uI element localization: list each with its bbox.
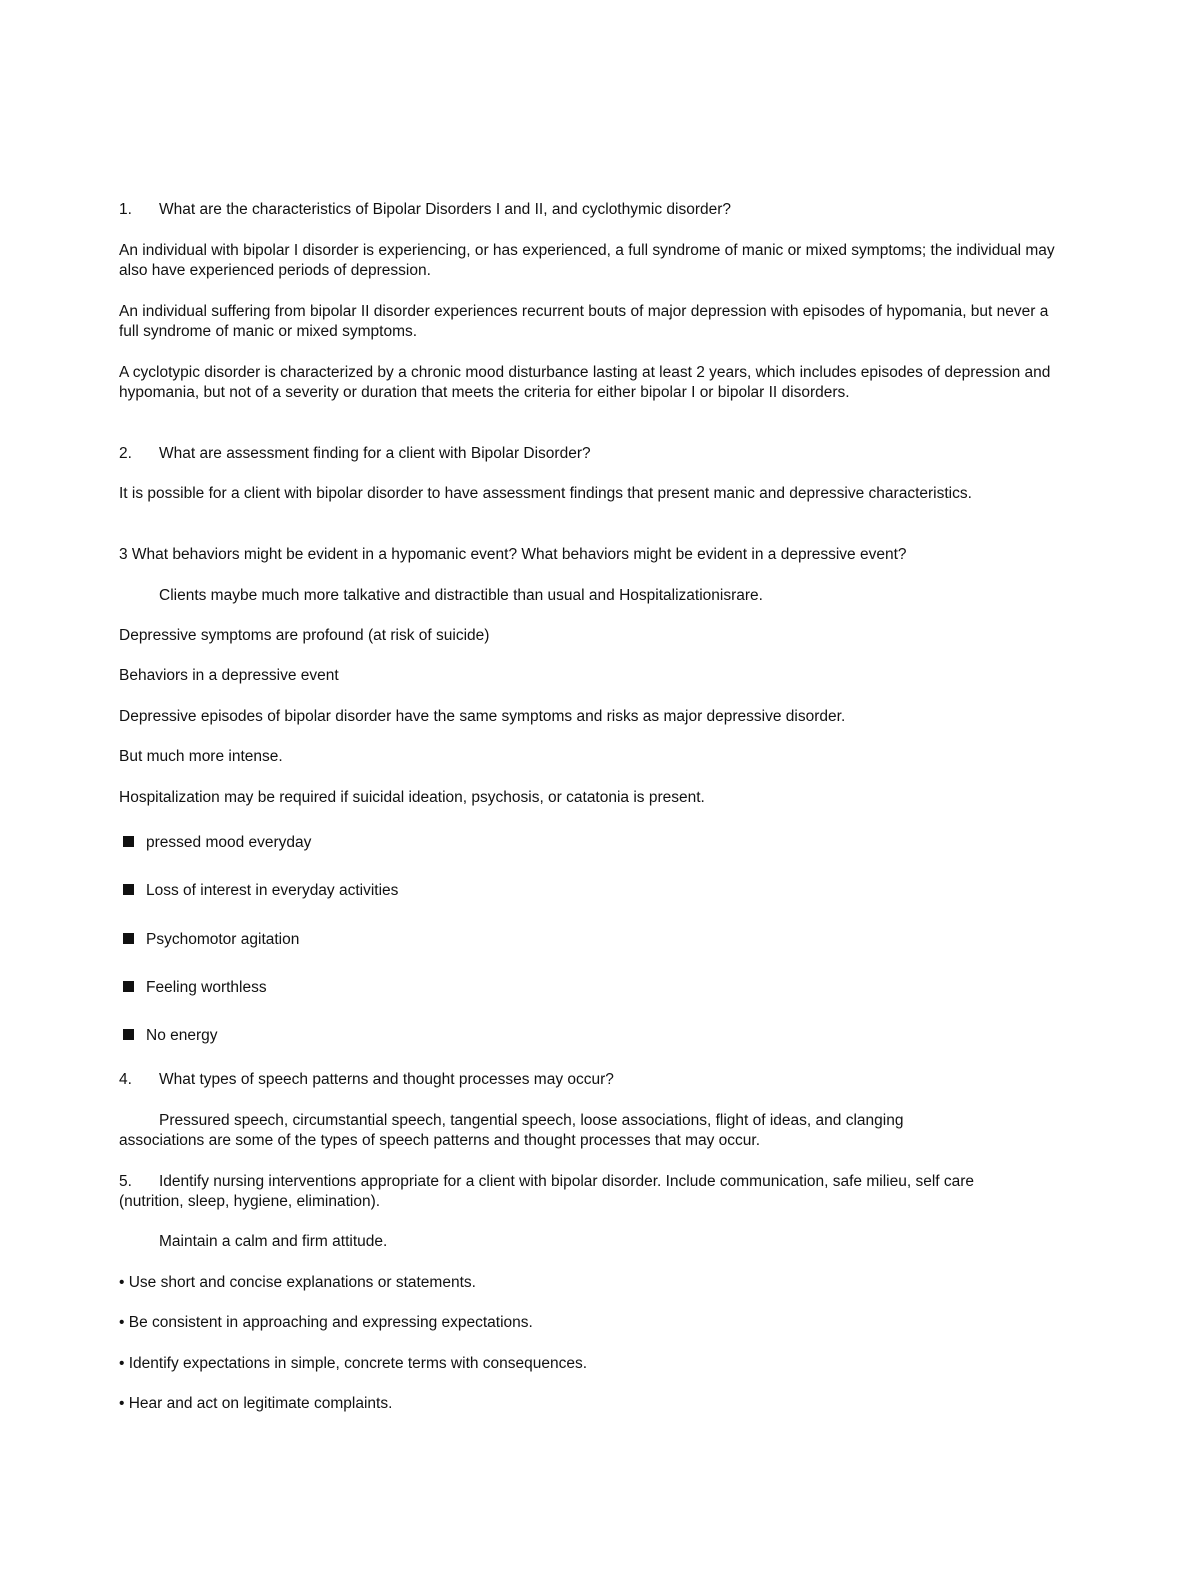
question-2-text: What are assessment finding for a client with Bipolar Disorder? (159, 445, 591, 462)
question-5-number: 5. (119, 1173, 132, 1190)
answer-1-paragraph-3: A cyclotypic disorder is characterized by a chronic mood disturbance lasting at least 2 years, which includes episodes of depression and hypomania, but not of a severity or duration that meets the criteria for either bipolar I or bipolar II disorders. (119, 364, 1051, 401)
answer-1-paragraph-1: An individual with bipolar I disorder is experiencing, or has experienced, a full syndrome of manic or mixed symptoms; the individual may also have experienced periods of depression. (119, 242, 1055, 279)
answer-3-line-4: Depressive episodes of bipolar disorder have the same symptoms and risks as major depressive disorder. (119, 708, 846, 725)
answer-2: It is possible for a client with bipolar disorder to have assessment findings that present manic and depressive characteristics. (119, 485, 972, 502)
list-item: No energy (123, 1026, 1063, 1046)
square-bullet-icon (123, 1029, 134, 1040)
question-5 (119, 1172, 1079, 1192)
answer-4-line-2: associations are some of the types of speech patterns and thought processes that may occur. (119, 1132, 761, 1149)
question-4 (119, 1070, 1079, 1090)
question-5-text: Identify nursing interventions appropriate for a client with bipolar disorder. Include communication, safe milieu, self care (159, 1173, 975, 1190)
list-item: Loss of interest in everyday activities (123, 881, 1063, 901)
answer-3-line-1: Clients maybe much more talkative and distractible than usual and Hospitalizationisrare. (159, 587, 763, 604)
list-item: Psychomotor agitation (123, 930, 1063, 950)
question-4-text: What types of speech patterns and thought processes may occur? (159, 1071, 614, 1088)
question-2-number: 2. (119, 445, 132, 462)
question-1-number: 1. (119, 201, 132, 218)
list-item: • Identify expectations in simple, concrete terms with consequences. (119, 1355, 588, 1372)
question-1 (119, 200, 1079, 220)
question-5-line-2: (nutrition, sleep, hygiene, elimination). (119, 1193, 381, 1210)
answer-3-line-2: Depressive symptoms are profound (at risk of suicide) (119, 627, 490, 644)
answer-4-line-1: Pressured speech, circumstantial speech, tangential speech, loose associations, flight of ideas, and clanging (159, 1112, 904, 1129)
answer-3-line-6: Hospitalization may be required if suicidal ideation, psychosis, or catatonia is present. (119, 789, 705, 806)
question-2 (119, 444, 1079, 464)
list-item: • Be consistent in approaching and expressing expectations. (119, 1314, 533, 1331)
list-item: pressed mood everyday (123, 833, 1063, 853)
question-1-text: What are the characteristics of Bipolar Disorders I and II, and cyclothymic disorder? (159, 201, 732, 218)
answer-3-line-5: But much more intense. (119, 748, 283, 765)
square-bullet-icon (123, 884, 134, 895)
question-4-number: 4. (119, 1071, 132, 1088)
question-3: 3 What behaviors might be evident in a hypomanic event? What behaviors might be evident in a depressive event? (119, 546, 907, 563)
square-bullet-icon (123, 933, 134, 944)
square-bullet-icon (123, 981, 134, 992)
list-item: Feeling worthless (123, 978, 1063, 998)
answer-3-line-3: Behaviors in a depressive event (119, 667, 339, 684)
list-item: • Hear and act on legitimate complaints. (119, 1395, 393, 1412)
square-bullet-icon (123, 836, 134, 847)
list-item: • Use short and concise explanations or statements. (119, 1274, 476, 1291)
answer-1-paragraph-2: An individual suffering from bipolar II disorder experiences recurrent bouts of major depression with episodes of hypomania, but never a full syndrome of manic or mixed symptoms. (119, 303, 1049, 340)
answer-5: Maintain a calm and firm attitude. (159, 1233, 388, 1250)
